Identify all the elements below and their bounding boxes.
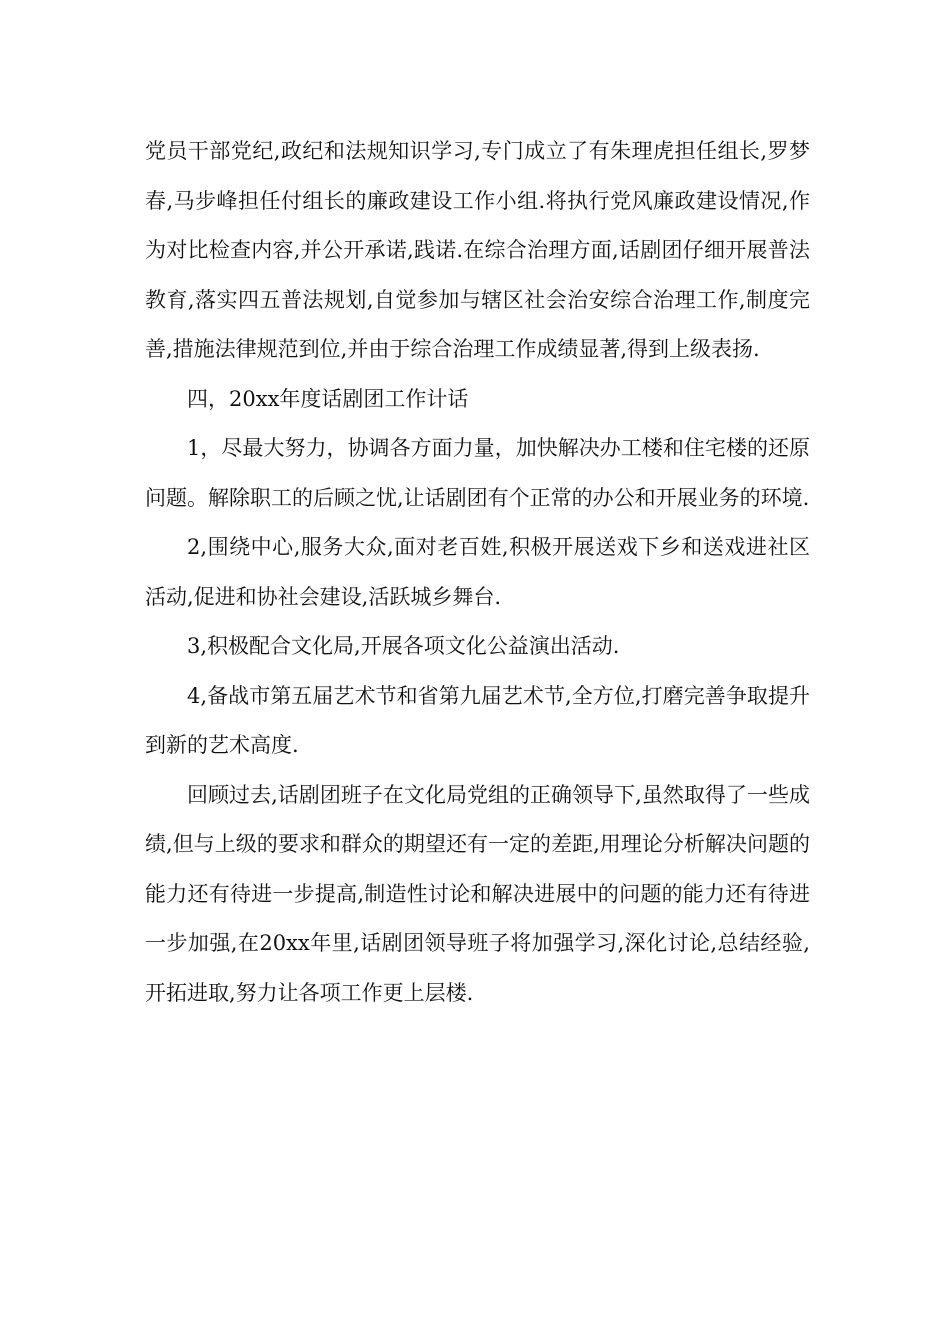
section-heading-work-plan: 四，20xx年度话剧团工作计话 <box>187 386 469 411</box>
document-body <box>145 127 810 1018</box>
plan-item-3: 3,积极配合文化局,开展各项文化公益演出活动. <box>187 634 620 658</box>
plan-item-2: 2,围绕中心,服务大众,面对老百姓,积极开展送戏下乡和送戏进社区活动,促进和协社会建设,活跃城乡舞台. <box>145 535 810 609</box>
paragraph-conclusion: 回顾过去,话剧团班子在文化局党组的正确领导下,虽然取得了一些成绩,但与上级的要求和群众的期望还有一定的差距,用理论分析解决问题的能力还有待进一步提高,制造性讨论和解决进展中的问题的能力还有待进一步加强,在20xx年里,话剧团领导班子将加强学习,深化讨论,总结经验,开拓进取,努力让各项工作更上层楼. <box>145 782 810 1005</box>
plan-item-1: 1，尽最大努力，协调各方面力量，加快解决办工楼和住宅楼的还原问题。解除职工的后顾之忧,让话剧团有个正常的办公和开展业务的环境. <box>145 436 810 510</box>
plan-item-4: 4,备战市第五届艺术节和省第九届艺术节,全方位,打磨完善争取提升到新的艺术高度. <box>145 683 810 757</box>
paragraph-integrity-and-governance: 党员干部党纪,政纪和法规知识学习,专门成立了有朱理虎担任组长,罗梦春,马步峰担任付组长的廉政建设工作小组.将执行党风廉政建设情况,作为对比检查内容,并公开承诺,践诺.在综合治理方面,话剧团仔细开展普法教育,落实四五普法规划,自觉参加与辖区社会治安综合治理工作,制度完善,措施法律规范到位,并由于综合治理工作成绩显著,得到上级表扬. <box>145 139 810 361</box>
